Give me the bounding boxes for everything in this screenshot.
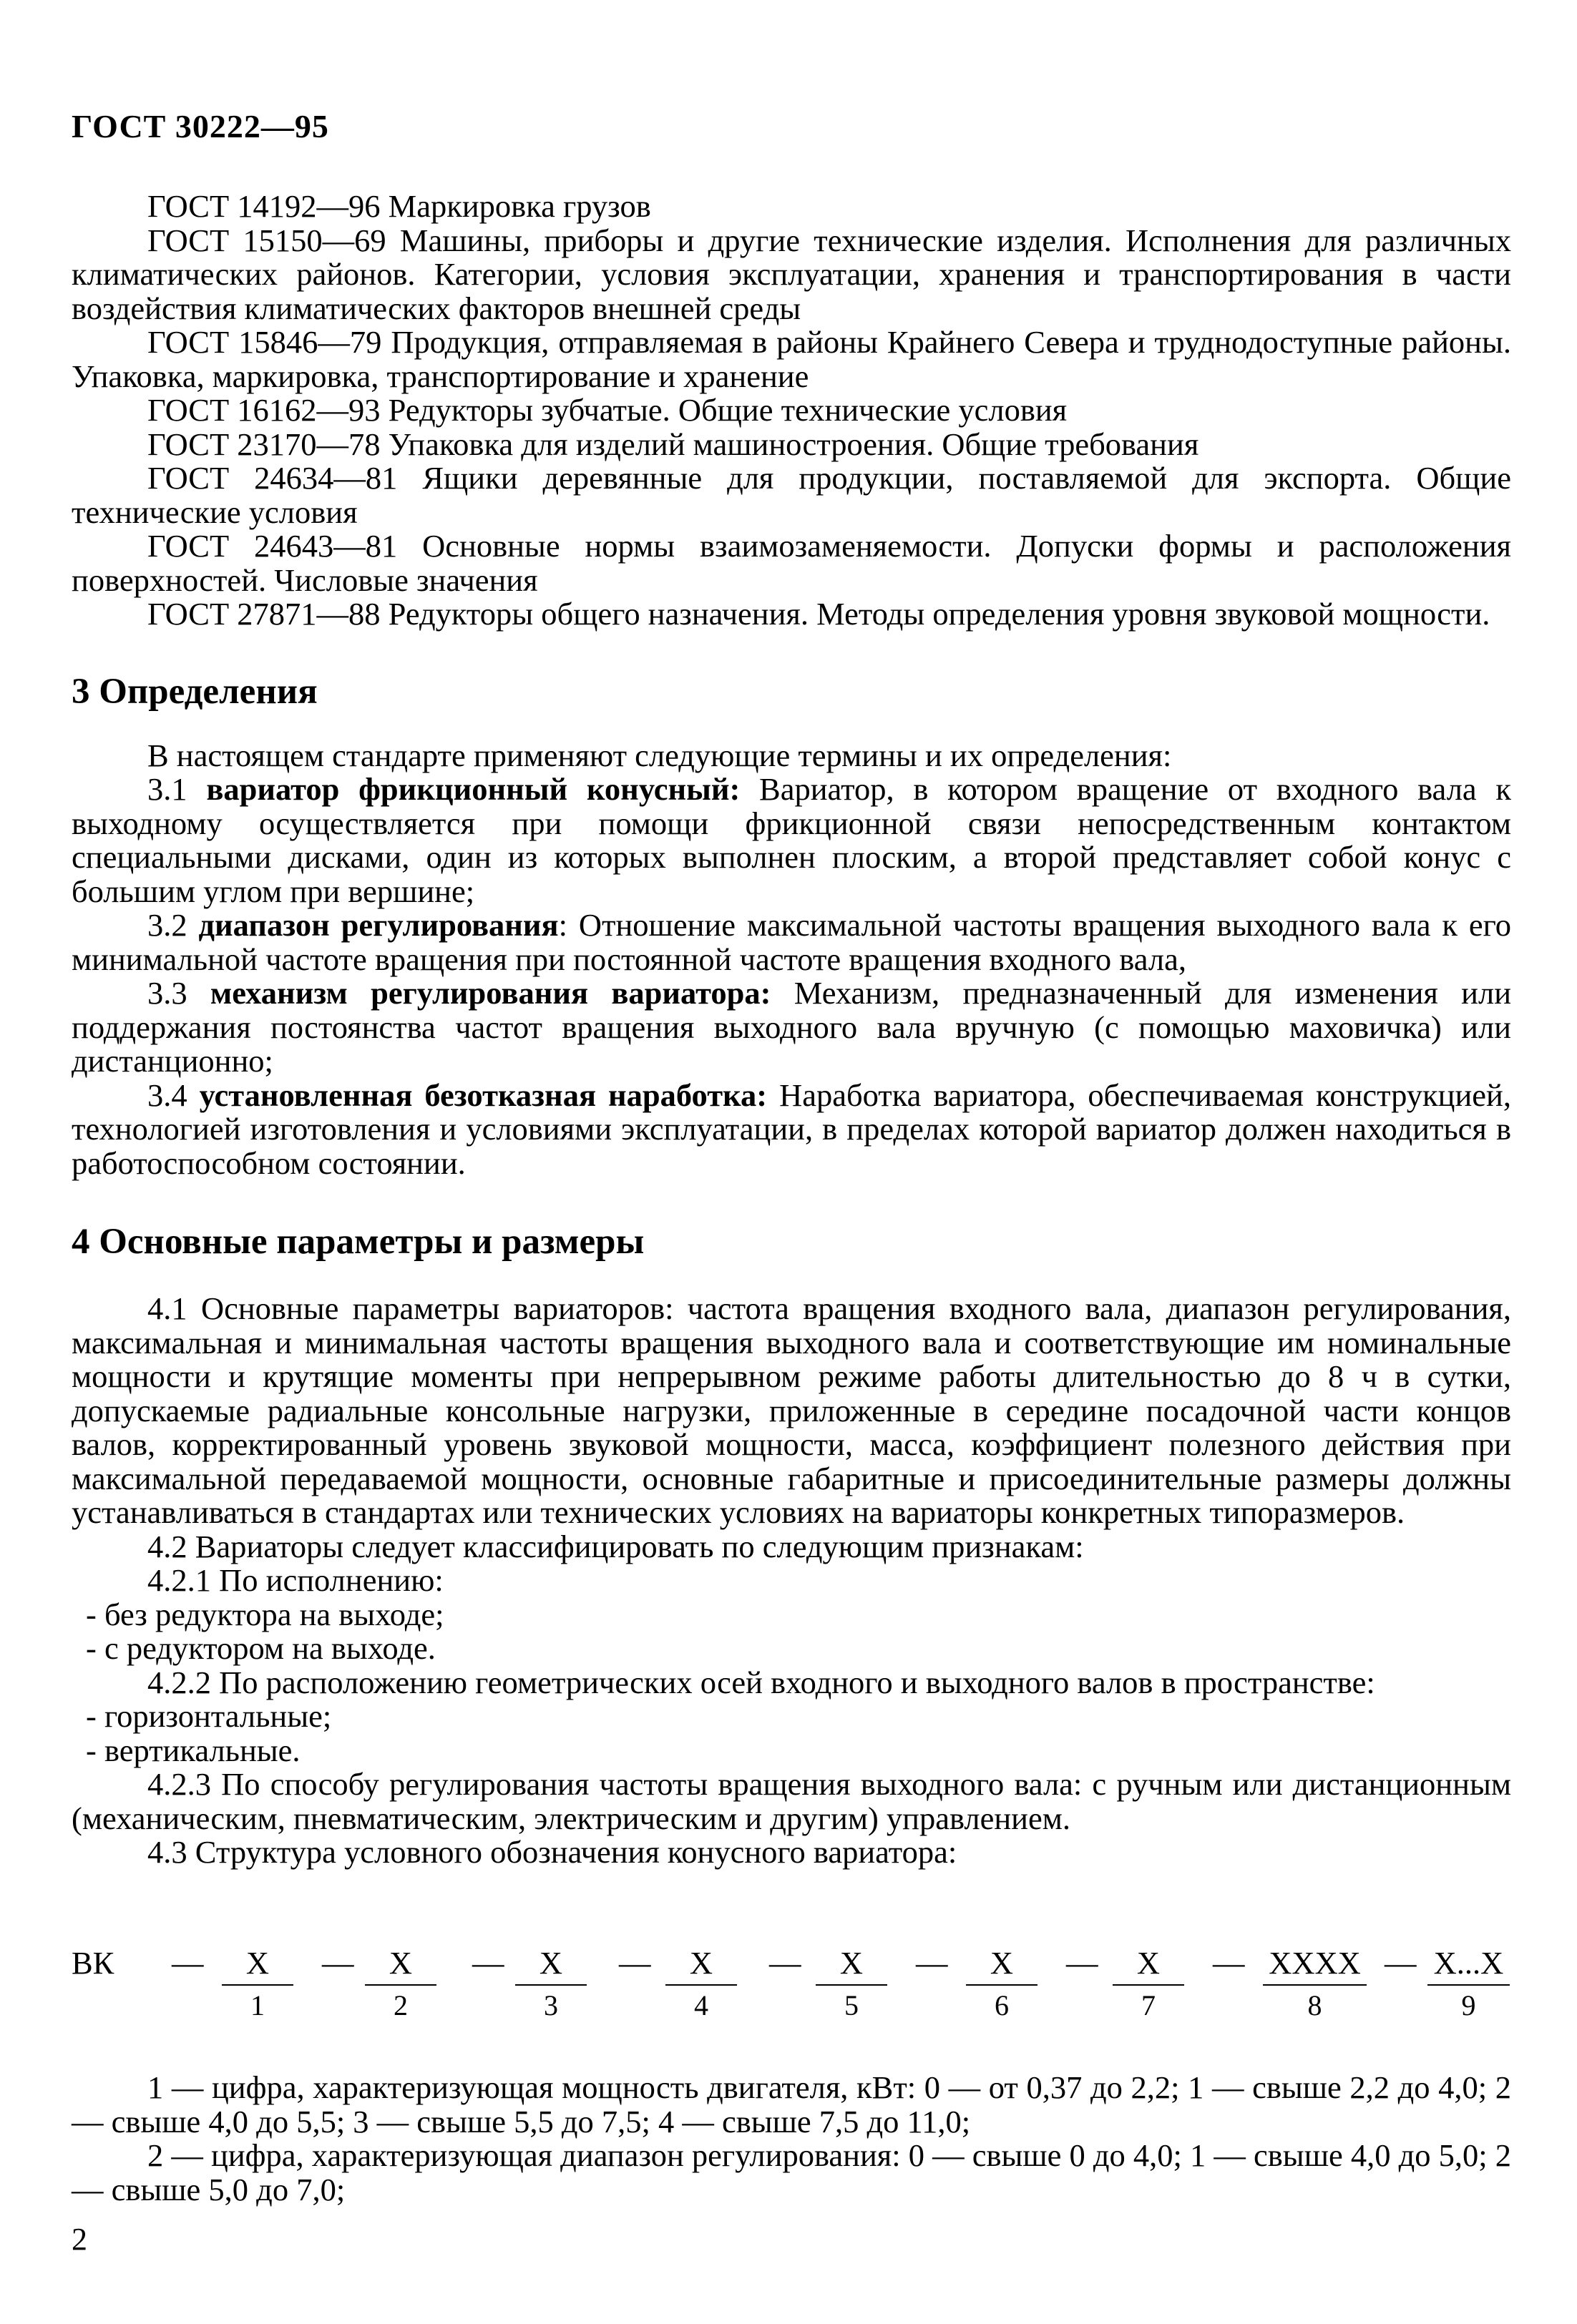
position-number: 1	[222, 1984, 293, 2022]
designation-position	[515, 1944, 587, 2022]
designation-dash: —	[472, 1945, 504, 1981]
designation-position	[365, 1944, 436, 2022]
designation-dash: —	[916, 1945, 948, 1981]
reference-item: ГОСТ 16162—93 Редукторы зубчатые. Общие технические условия	[147, 392, 1068, 428]
designation-structure	[72, 1944, 1511, 2023]
designation-dash: —	[769, 1945, 801, 1981]
clause-4-2: 4.2 Вариаторы следует классифицировать по следующим признакам:	[147, 1528, 1084, 1564]
designation-position	[966, 1944, 1038, 2022]
page-header: ГОСТ 30222—95	[72, 108, 329, 144]
designation-dash: —	[322, 1945, 354, 1981]
designation-dash: —	[1066, 1945, 1098, 1981]
reference-item: ГОСТ 24634—81 Ящики деревянные для продукции, поставляемой для экспорта. Общие технические условия	[72, 460, 1511, 530]
page-number: 2	[72, 2222, 87, 2257]
term-definition	[72, 908, 1511, 976]
position-number: 3	[515, 1984, 587, 2022]
designation-position	[1113, 1944, 1184, 2022]
term-number: 3.3	[147, 975, 187, 1011]
reference-item: ГОСТ 14192—96 Маркировка грузов	[147, 188, 651, 224]
position-symbol: X	[689, 1945, 713, 1981]
clause-4-2-2: 4.2.2 По расположению геометрических осей входного и выходного валов в пространстве:	[147, 1664, 1375, 1700]
document-body	[72, 190, 1511, 1870]
legend-item: 2 — цифра, характеризующая диапазон регулирования: 0 — свыше 0 до 4,0; 1 — свыше 4,0 до 5,0; 2 — свыше 5,0 до 7,0;	[72, 2137, 1511, 2207]
position-number: 7	[1113, 1984, 1184, 2022]
designation-dash: —	[1385, 1945, 1417, 1981]
term-number: 3.2	[147, 907, 187, 943]
position-symbol: X	[839, 1945, 864, 1981]
designation-legend	[72, 2071, 1511, 2207]
designation-position	[816, 1944, 887, 2022]
term-number: 3.1	[147, 771, 187, 807]
term-definition	[72, 773, 1511, 908]
position-symbol: X	[1136, 1945, 1161, 1981]
term-text: Вариатор, в котором вращение от входного вала к выходному осуществляется при помощи фрикционной связи непосредственным контактом специальными дисками, один из которых выполнен плоским, а второй представляет собой конус с большим углом при вершине;	[72, 771, 1512, 909]
reference-item: ГОСТ 27871—88 Редукторы общего назначения. Методы определения уровня звуковой мощности.	[147, 596, 1490, 632]
reference-item: ГОСТ 24643—81 Основные нормы взаимозаменяемости. Допуски формы и расположения поверхностей. Числовые значения	[72, 528, 1511, 598]
position-symbol: X	[990, 1945, 1014, 1981]
position-symbol: X	[245, 1945, 270, 1981]
term-text: : Отношение максимальной частоты вращения выходного вала к его минимальной частоте вращения при постоянной частоте вращения входного вала,	[72, 907, 1512, 977]
designation-position	[1263, 1944, 1367, 2022]
position-number: 9	[1427, 1984, 1510, 2022]
designation-prefix: ВК	[72, 1945, 114, 1981]
term-name: установленная безотказная наработка:	[199, 1077, 768, 1113]
position-number: 6	[966, 1984, 1038, 2022]
clause-4-1: 4.1 Основные параметры вариаторов: частота вращения входного вала, диапазон регулирования, максимальная и минимальная частоты вращения выходного вала и соответствующие им номинальные мощности и крутящие моменты при непрерывном режиме работы длительностью до 8 ч в сутки, допускаемые радиальные консольные нагрузки, приложенные в середине посадочной части концов валов, корректированный уровень звуковой мощности, масса, коэффициент полезного действия при максимальной передаваемой мощности, основные габаритные и присоединительные размеры должны устанавливаться в стандартах или технических условиях на вариаторы конкретных типоразмеров.	[72, 1290, 1511, 1530]
reference-item: ГОСТ 23170—78 Упаковка для изделий машиностроения. Общие требования	[147, 426, 1199, 462]
term-name: диапазон регулирования	[198, 907, 559, 943]
position-symbol: X	[389, 1945, 413, 1981]
designation-position	[665, 1944, 737, 2022]
list-item: - горизонтальные;	[86, 1698, 332, 1734]
designation-dash: —	[619, 1945, 651, 1981]
legend-item: 1 — цифра, характеризующая мощность двигателя, кВт: 0 — от 0,37 до 2,2; 1 — свыше 2,2 до 4,0; 2 — свыше 4,0 до 5,5; 3 — свыше 5,5 до 7,5; 4 — свыше 7,5 до 11,0;	[72, 2069, 1511, 2139]
term-number: 3.4	[147, 1077, 187, 1113]
designation-position	[222, 1944, 293, 2022]
list-item: - с редуктором на выходе.	[86, 1630, 436, 1666]
clause-4-3: 4.3 Структура условного обозначения конусного вариатора:	[147, 1834, 957, 1870]
clause-4-2-3: 4.2.3 По способу регулирования частоты вращения выходного вала: с ручным или дистанционным (механическим, пневматическим, электрическим и другим) управлением.	[72, 1766, 1511, 1836]
designation-dash: —	[172, 1945, 204, 1981]
section-4-title: 4 Основные параметры и размеры	[72, 1222, 645, 1262]
designation-dash: —	[1213, 1945, 1245, 1981]
designation-position	[1427, 1944, 1510, 2022]
term-name: вариатор фрикционный конусный:	[206, 771, 741, 807]
term-definition	[72, 976, 1511, 1079]
list-item: - вертикальные.	[86, 1732, 301, 1768]
term-text: Наработка вариатора, обеспечиваемая конструкцией, технологией изготовления и условиями эксплуатации, в пределах которой вариатор должен находиться в работоспособном состоянии.	[72, 1077, 1511, 1181]
position-number: 8	[1263, 1984, 1367, 2022]
position-symbol: X	[539, 1945, 563, 1981]
reference-item: ГОСТ 15150—69 Машины, приборы и другие технические изделия. Исполнения для различных климатических районов. Категории, условия эксплуатации, хранения и транспортирования в части воздействия климатических факторов внешней среды	[72, 222, 1511, 326]
section-3-title: 3 Определения	[72, 671, 318, 712]
position-number: 5	[816, 1984, 887, 2022]
position-symbol: X...X	[1433, 1945, 1504, 1981]
list-item: - без редуктора на выходе;	[86, 1596, 444, 1632]
term-name: механизм регулирования вариатора:	[210, 975, 771, 1011]
position-number: 2	[365, 1984, 436, 2022]
position-number: 4	[665, 1984, 737, 2022]
term-text: Механизм, предназначенный для изменения или поддержания постоянства частот вращения выходного вала вручную (с помощью маховичка) или дистанционно;	[72, 975, 1512, 1079]
clause-4-2-1: 4.2.1 По исполнению:	[147, 1562, 444, 1598]
section-3-intro: В настоящем стандарте применяют следующие термины и их определения:	[147, 737, 1172, 773]
term-definition	[72, 1079, 1511, 1181]
position-symbol: XXXX	[1269, 1945, 1361, 1981]
reference-item: ГОСТ 15846—79 Продукция, отправляемая в районы Крайнего Севера и труднодоступные районы. Упаковка, маркировка, транспортирование и хранение	[72, 324, 1511, 394]
